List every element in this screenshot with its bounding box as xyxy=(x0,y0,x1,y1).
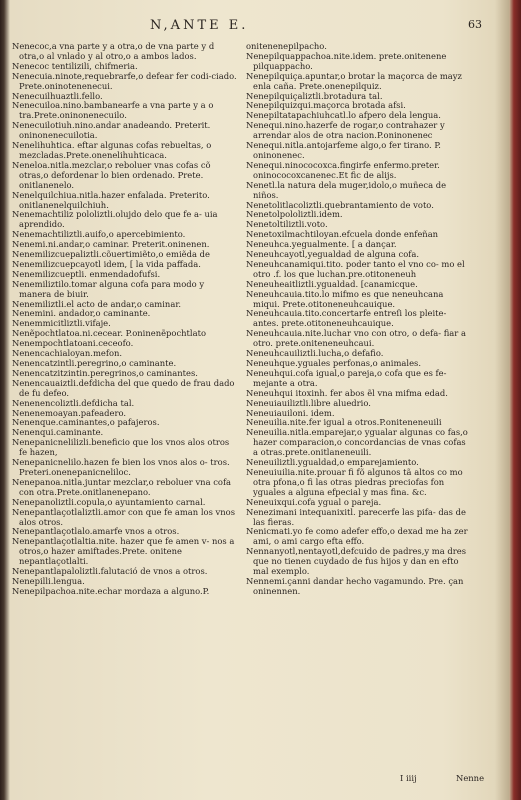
dictionary-entry: Neneuiauiliztli.libre aluedrio. xyxy=(246,397,371,408)
dictionary-entry: Nenenemoayan.pafeadero. xyxy=(12,407,127,418)
dictionary-entry: Nenepilpachoa.nite.echar mordaza a alguno.P. xyxy=(12,585,210,596)
dictionary-entry: Nenezimani intequanixitl. parecerfe las pifa- das de las fieras. xyxy=(246,506,466,527)
dictionary-entry: Nenecuilotiuh.nino.andar anadeando. Preterit. oninonenecuilotia. xyxy=(12,120,211,141)
dictionary-entry: Neneuhcauia.nite.luchar vno con otro, o defa- fiar a otro. prete.oniteneneuhcaui. xyxy=(246,328,466,349)
dictionary-entry: Nenecuia.ninote,requebrarfe,o defear fer codi-ciado. Prete.oninotenenecui. xyxy=(12,70,237,91)
dictionary-entry: Nenetl.la natura dela muger,idolo,o muñeca de niños. xyxy=(246,179,447,200)
dictionary-entry: Nenepilquiçaliztli.brotadura tal. xyxy=(246,90,383,101)
dictionary-entry: Nenencatzitzintin.peregrinos,o caminantes. xyxy=(12,367,198,378)
right-column xyxy=(246,42,471,597)
left-column xyxy=(12,42,237,597)
running-head: N,ANTE E. xyxy=(150,18,249,33)
dictionary-entry: Nenepanoliztli.copula,o ayuntamiento carnal. xyxy=(12,496,206,507)
dictionary-entry: Nenemini. andador,o caminante. xyxy=(12,308,151,319)
dictionary-entry: Nenicmati.yo fe como adefer effo,o dexad me ha zer ami, o ami cargo efta effo. xyxy=(246,526,468,547)
dictionary-entry: Neneuhcanamiqui.tito. poder tanto el vno co- mo el otro .f. los que luchan.pre.otitoneneuh xyxy=(246,258,465,279)
dictionary-entry: Nenenque.caminantes,o pafajeros. xyxy=(12,417,160,428)
dictionary-entry: Nenepantlaçotlaltia.nite. hazer que fe amen v- nos a otros,o hazer amiftades.Prete. onitene nepantlaçotlalti. xyxy=(12,536,235,567)
dictionary-entry: Neneuhcauia.tito.lo mifmo es que neneuhcana miqui. Prete.otitoneneuhcauique. xyxy=(246,288,444,309)
dictionary-entry: Nenepilli.lengua. xyxy=(12,575,85,586)
dictionary-entry: Nenencauaiztli.defdicha del que quedo de frau dado de fu defeo. xyxy=(12,377,235,398)
dictionary-entry: Nenencachialoyan.mefon. xyxy=(12,348,123,359)
dictionary-entry: Nenetoxilmachtiloyan.efcuela donde enfeñan xyxy=(246,229,439,240)
dictionary-entry: Neneuilia.nitla.emparejar,o ygualar algunas co fas,o hazer comparacion,o concordancias de vnas cofas a otras.prete.onitlaneneuili. xyxy=(246,427,468,458)
dictionary-entry: onitenenepilpacho. xyxy=(246,41,327,51)
signature-mark: I iiij xyxy=(400,773,417,783)
dictionary-entry: Nenecuilhuaztli.fello. xyxy=(12,90,103,101)
dictionary-entry: Nennanyotl,nentayotl,defcuido de padres,y ma dres que no tienen cuydado de fus hijos y dan en efto mal exemplo. xyxy=(246,546,466,577)
dictionary-entry: Nenepanicnelilo.hazen fe bien los vnos alos o- tros. Preteri.onenepanicneliloc. xyxy=(12,457,230,477)
dictionary-entry: Nenetolitlacoliztli.quebrantamiento de voto. xyxy=(246,199,434,210)
dictionary-entry: Nenepilquiça.apuntar,o brotar la maçorca de mayz enla caña. Prete.onenepilquiz. xyxy=(246,70,462,91)
dictionary-entry: Neneuhqui.cofa igual,o pareja,o cofa que es fe- mejante a otra. xyxy=(246,367,447,388)
dictionary-entry: Nenequi.nino.hazerfe de rogar,o contrahazer y arrendar alos de otra nacion.P.oninonenec xyxy=(246,120,445,141)
dictionary-entry: Nennemi.çanni dandar hecho vagamundo. Pre. çan oninennen. xyxy=(246,575,464,596)
dictionary-entry: Nenenqui.caminante. xyxy=(12,427,104,438)
dictionary-entry: Nenecuiloa.nino.bambanearfe a vna parte y a o tra.Prete.oninonenecuilo. xyxy=(12,100,214,121)
catchword: Nenne xyxy=(456,773,485,783)
dictionary-entry: Nenepilquizqui.maçorca brotada afsi. xyxy=(246,100,406,111)
dictionary-entry: Nenemilizcueptli. enmendadofufsi. xyxy=(12,268,161,279)
dictionary-entry: Nenempochtlatoani.ceceofo. xyxy=(12,338,134,349)
dictionary-entry: Nenemmicitliztli.vifaje. xyxy=(12,318,111,329)
dictionary-entry: Nenepantlapaloliztli.falutació de vnos a otros. xyxy=(12,566,208,577)
dictionary-entry: Nenepilquappachoa.nite.idem. prete.onitenene pilquappacho. xyxy=(246,50,447,71)
folio-number: 63 xyxy=(468,18,482,31)
dictionary-entry: Nenemilizcuepaliztli.cõuertimiẽto,o emiẽda de xyxy=(12,249,210,260)
dictionary-entry: Neneuhcayotl,yegualdad de alguna cofa. xyxy=(246,249,420,260)
dictionary-entry: Nenepanicnelilizli.beneficio que los vnos alos otros fe hazen, xyxy=(12,437,230,458)
dictionary-entry: Nenepiltatapachiuhcatl.lo afpero dela lengua. xyxy=(246,110,441,121)
dictionary-entry: Nenemachtiliztli.auifo,o apercebimiento. xyxy=(12,229,186,240)
dictionary-entry: Nenelquilchiua.nitla.hazer enfalada. Preterito. onitlanenelquilchiuh. xyxy=(12,189,210,210)
dictionary-entry: Neneuhcauia.tito.concertarfe entreſi los pleite- antes. prete.otitoneneuhcauique. xyxy=(246,308,447,329)
dictionary-entry: Nenetoltiliztli.voto. xyxy=(246,219,328,230)
dictionary-entry: Nenemiliztilo.tomar alguna cofa para modo y manera de biuir. xyxy=(12,278,205,299)
dictionary-entry: Neneuhca.yegualmente. [ a dançar. xyxy=(246,239,397,250)
dictionary-entry: Nenencatzintli.peregrino,o caminante. xyxy=(12,358,177,368)
dictionary-entry: Neneuheaitliztli.ygualdad. [canamicque. xyxy=(246,278,418,289)
page-edge-binding xyxy=(509,0,521,800)
dictionary-entry: Neneuhqui itoxinh. fer abos ẽl vna mifma edad. xyxy=(246,387,448,398)
dictionary-entry: Nenepantlaçotlalo.amarfe vnos a otros. xyxy=(12,526,180,537)
dictionary-entry: Nenemiliztli.el acto de andar,o caminar. xyxy=(12,298,182,309)
dictionary-entry: Neneuhcauiliztli.lucha,o defafio. xyxy=(246,348,384,359)
dictionary-entry: Nenemilizcuepcayotl idem, [ la vida paffada. xyxy=(12,258,201,269)
dictionary-entry: Nenemachtiliz pololiztli.olujdo delo que fe a- uia aprendido. xyxy=(12,209,218,230)
dictionary-entry: Neneuhque.yguales perfonas,o animales. xyxy=(246,358,421,368)
dictionary-entry: Neneuiliztli.ygualdad,o emparejamiento. xyxy=(246,457,419,468)
dictionary-entry: Nenecoc,a vna parte y a otra,o de vna parte y d otra,o al vnlado y al otro,o a ambos lados. xyxy=(12,41,215,61)
dictionary-entry: Nenepanoa.nitla.juntar mezclar,o reboluer vna cofa con otra.Prete.onitlanenepano. xyxy=(12,476,232,497)
dictionary-entry: Nenepantlaçotlaliztli.amor con que fe aman los vnos alos otros. xyxy=(12,506,235,527)
dictionary-entry: Nenẽpochtlatoa.ni.cecear. P.oninenẽpochtlato xyxy=(12,328,206,339)
page-header xyxy=(0,18,521,40)
dictionary-entry: Nenetolpololiztli.idem. xyxy=(246,209,343,220)
dictionary-entry: Neneloa.nitla.mezclar,o reboluer vnas cofas cõ otras,o defordenar lo bien ordenado. Prete. onitlanenelo. xyxy=(12,159,211,190)
dictionary-entry: Nenelihuhtica. eftar algunas cofas rebueltas, o mezcladas.Prete.onenelihuhticaca. xyxy=(12,140,212,160)
dictionary-entry: Nenemi.ni.andar,o caminar. Preterit.oninenen. xyxy=(12,239,210,250)
dictionary-entry: Nenenencoliztli.defdicha tal. xyxy=(12,397,135,408)
dictionary-entry: Neneuiuilia.nite.prouar fi fõ algunos tã altos co mo otra pfona,o fi las otras piedras preciofas fon yguales a alguna efpecial y mas fina. &c. xyxy=(246,466,463,497)
page-footer xyxy=(400,773,490,785)
dictionary-entry: Neneuilia.nite.fer igual a otros.P.oniteneneuili xyxy=(246,417,442,428)
dictionary-entry: Nenequi.ninococoxca.fingirfe enfermo.preter. oninococoxcanenec.Et fic de alijs. xyxy=(246,159,440,180)
dictionary-entry: Nenequi.nitla.antojarfeme algo,o fer tirano. P. oninonenec. xyxy=(246,140,441,160)
dictionary-entry: Nenecoc tentilizili, chifmeria. xyxy=(12,60,138,71)
dictionary-entry: Neneuixqui.cofa ygual o pareja. xyxy=(246,496,382,507)
dictionary-entry: Neneuiauiloni. idem. xyxy=(246,407,335,418)
